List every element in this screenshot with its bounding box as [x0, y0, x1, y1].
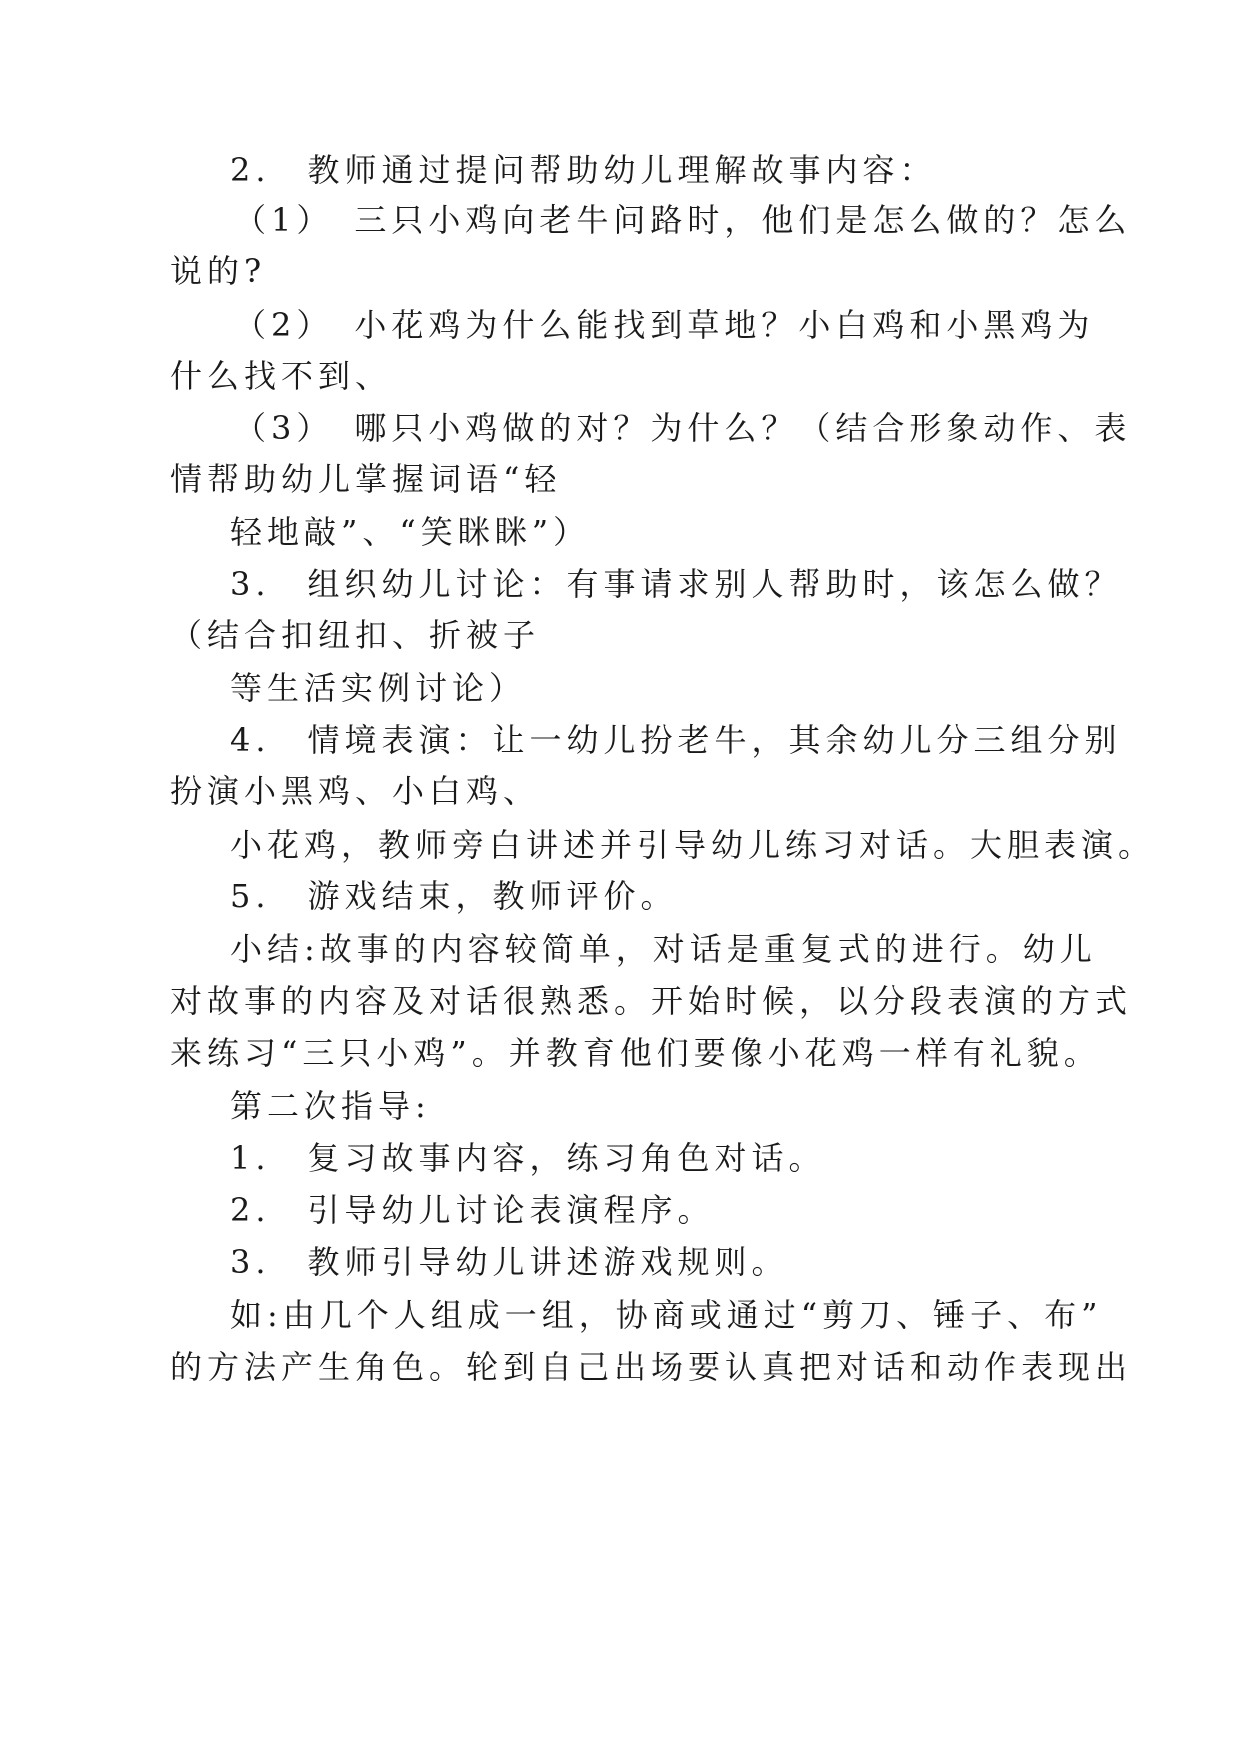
text-line: 情帮助幼儿掌握词语“轻 [170, 460, 562, 498]
text-line: 如:由几个人组成一组，协商或通过“剪刀、锤子、布” [230, 1296, 1103, 1334]
text-line: （2） 小花鸡为什么能找到草地？小白鸡和小黑鸡为 [234, 306, 1095, 344]
text-line: 3. 教师引导幼儿讲述游戏规则。 [230, 1243, 789, 1281]
text-line: 5. 游戏结束，教师评价。 [230, 877, 678, 915]
text-line: 等生活实例讨论） [230, 669, 527, 707]
text-line: 轻地敲”、“笑眯眯”） [230, 513, 591, 551]
text-line: 2. 教师通过提问帮助幼儿理解故事内容： [230, 151, 937, 189]
text-line: （1） 三只小鸡向老牛问路时，他们是怎么做的？怎么 [234, 201, 1132, 239]
text-line: 来练习“三只小鸡”。并教育他们要像小花鸡一样有礼貌。 [170, 1034, 1101, 1072]
text-line: 1. 复习故事内容，练习角色对话。 [230, 1139, 826, 1177]
text-line: 小结:故事的内容较简单，对话是重复式的进行。幼儿 [230, 930, 1097, 968]
text-line: 的方法产生角色。轮到自己出场要认真把对话和动作表现出 [170, 1348, 1133, 1386]
text-line: 4. 情境表演：让一幼儿扮老牛，其余幼儿分三组分别 [230, 721, 1122, 759]
text-line: 2. 引导幼儿讨论表演程序。 [230, 1191, 715, 1229]
text-line: 第二次指导: [230, 1087, 431, 1125]
text-line: 扮演小黑鸡、小白鸡、 [170, 772, 541, 810]
text-line: 什么找不到、 [170, 357, 393, 395]
text-line: （结合扣纽扣、折被子 [170, 616, 541, 654]
text-line: （3） 哪只小鸡做的对？为什么？（结合形象动作、表 [234, 409, 1132, 447]
text-line: 对故事的内容及对话很熟悉。开始时候，以分段表演的方式 [170, 982, 1133, 1020]
text-line: 说的? [170, 252, 267, 290]
text-line: 小花鸡，教师旁白讲述并引导幼儿练习对话。大胆表演。 [230, 826, 1156, 864]
text-line: 3. 组织幼儿讨论：有事请求别人帮助时，该怎么做？ [230, 565, 1122, 603]
